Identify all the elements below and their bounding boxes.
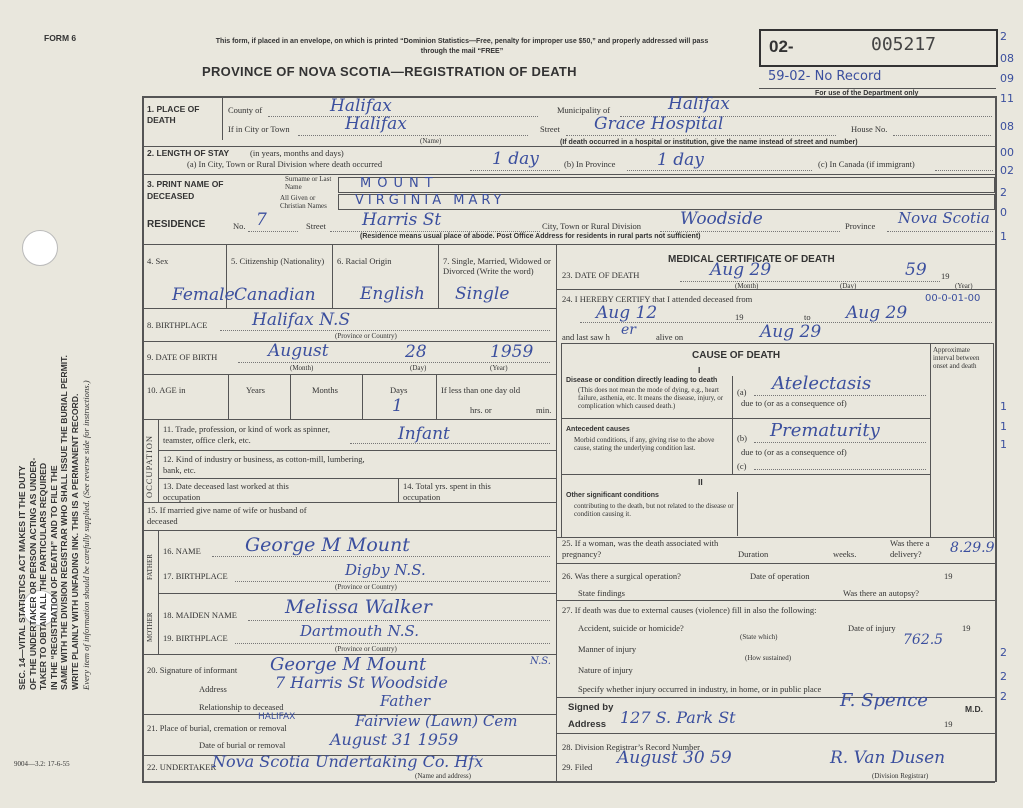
other-conditions-hint: contributing to the death, but not related to the disease or condition causing it. <box>574 502 734 518</box>
reg-number: 005217 <box>871 34 937 55</box>
marital-value: Single <box>455 284 510 304</box>
certify-label: 24. I HEREBY CERTIFY that I attended deceased from <box>562 294 753 304</box>
margin-code-5: 08 <box>1000 120 1014 133</box>
signed-by-value: F. Spence <box>840 690 928 711</box>
margin-code-10: 1 <box>1000 230 1007 243</box>
father-birthplace-value: Digby N.S. <box>345 561 426 579</box>
city-value: Halifax <box>345 114 407 134</box>
from-nineteen: 19 <box>735 312 744 322</box>
racial-value: English <box>360 284 425 304</box>
birthplace-label: 8. BIRTHPLACE <box>147 320 208 330</box>
binder-hole-top <box>22 230 58 266</box>
print-name-label: 3. PRINT NAME OF DECEASED <box>147 179 224 201</box>
side-line-6: WRITE PLAINLY WITH UNFADING INK. THIS IS A PERMANENT RECORD. <box>69 393 80 690</box>
margin-code-9: 0 <box>1000 206 1007 219</box>
autopsy-label: Was there an autopsy? <box>843 588 920 598</box>
age-days-value: 1 <box>392 396 403 416</box>
given-value: VIRGINIA MARY <box>355 193 506 208</box>
length-of-stay-label: 2. LENGTH OF STAY <box>147 148 230 158</box>
cause-b-marker: (b) <box>737 433 747 443</box>
less-than-day-label: If less than one day old <box>441 385 521 395</box>
stay-province-label: (b) In Province <box>564 159 616 169</box>
filed-value: August 30 59 <box>617 748 732 768</box>
registration-box <box>759 29 998 67</box>
cause-of-death-title: CAUSE OF DEATH <box>692 350 781 361</box>
reg-prefix: 02- <box>769 37 794 56</box>
surname-value: MOUNT <box>360 176 439 191</box>
house-no-label: House No. <box>851 124 888 134</box>
given-label: All Given or Christian Names <box>280 194 327 210</box>
residence-city-value: Woodside <box>680 209 763 229</box>
injury-nineteen: 19 <box>962 623 971 633</box>
informant-label: 20. Signature of informant <box>147 665 238 675</box>
occ-12-label: 12. Kind of industry or business, as cotton-mill, lumbering, bank, etc. <box>163 454 365 475</box>
informant-address-label: Address <box>199 684 227 694</box>
margin-code-18: 1 <box>1000 420 1007 433</box>
delivery-value: 8.29.9 <box>950 540 995 556</box>
attended-to-value: Aug 29 <box>846 303 908 323</box>
due-to-a: due to (or as a consequence of) <box>741 398 847 408</box>
dob-month-caption: (Month) <box>290 364 314 372</box>
margin-code-30: 2 <box>1000 646 1007 659</box>
city-name-caption: (Name) <box>420 137 442 145</box>
direct-cause-label: Disease or condition directly leading to death <box>566 377 718 384</box>
cause-b-value: Prematurity <box>770 420 880 441</box>
burial-date-label: Date of burial or removal <box>199 740 286 750</box>
side-instructions <box>17 355 91 690</box>
margin-code-32: 2 <box>1000 690 1007 703</box>
registrar-value: R. Van Dusen <box>830 748 946 768</box>
side-line-1: SEC. 14—VITAL STATISTICS ACT MAKES IT THE DUTY <box>17 465 27 690</box>
dob-day-value: 28 <box>405 342 427 362</box>
occ-11-label: 11. Trade, profession, or kind of work as spinner, teamster, office clerk, etc. <box>163 424 330 445</box>
mother-birthplace-caption: (Province or Country) <box>335 645 397 653</box>
municipality-value: Halifax <box>668 94 730 114</box>
margin-code-19: 1 <box>1000 438 1007 451</box>
informant-value: George M Mount <box>270 654 427 675</box>
occ-13-label: 13. Date deceased last worked at this occupation <box>163 481 289 502</box>
accident-label: Accident, suicide or homicide? <box>578 623 684 633</box>
birthplace-caption: (Province or Country) <box>335 332 397 340</box>
q26-label: 26. Was there a surgical operation? <box>562 571 681 581</box>
dob-year-caption: (Year) <box>490 364 508 372</box>
residence-note: (Residence means usual place of abode. Post Office Address for residents in rural parts not sufficient) <box>360 233 701 240</box>
nature-label: Nature of injury <box>578 665 633 675</box>
birthplace-value: Halifax N.S <box>252 310 351 330</box>
interval-label: Approximate interval between onset and death <box>933 346 980 370</box>
antecedent-label: Antecedent causes <box>566 426 630 433</box>
death-month-caption: (Month) <box>735 282 759 290</box>
margin-code-17: 1 <box>1000 400 1007 413</box>
marital-label: 7. Single, Married, Widowed or Divorced (Write the word) <box>443 256 551 276</box>
married-name-label: 15. If married give name of wife or husband of deceased <box>147 505 307 526</box>
surname-label: Surname or Last Name <box>285 175 332 191</box>
alive-on-value: Aug 29 <box>760 322 822 342</box>
section-I: I <box>698 365 701 375</box>
dob-year-value: 1959 <box>490 342 534 362</box>
margin-code-8: 2 <box>1000 186 1007 199</box>
antecedent-hint: Morbid conditions, if any, giving rise to the above cause, stating the underlying condition last. <box>574 436 715 452</box>
residence-street-value: Harris St <box>362 210 442 230</box>
father-birthplace-caption: (Province or Country) <box>335 583 397 591</box>
burial-date-value: August 31 1959 <box>330 730 459 749</box>
age-years-label: Years <box>246 385 265 395</box>
death-nineteen: 19 <box>941 271 950 281</box>
undertaker-label: 22. UNDERTAKER <box>147 762 217 772</box>
dept-caption: For use of the Department only <box>815 90 919 97</box>
informant-ns: N.S. <box>530 656 551 667</box>
injury-code: 762.5 <box>903 632 944 648</box>
hospital-note: (If death occurred in a hospital or institution, give the name instead of street and number) <box>560 139 858 146</box>
place-of-death-label: 1. PLACE OF DEATH <box>147 104 200 125</box>
duration-label: Duration <box>738 549 769 559</box>
city-label: If in City or Town <box>228 124 290 134</box>
mother-name-value: Melissa Walker <box>285 596 432 618</box>
mother-side-label: MOTHER <box>146 612 154 642</box>
age-days-label: Days <box>390 385 408 395</box>
how-sustained-caption: (How sustained) <box>745 654 792 662</box>
cause-a-value: Atelectasis <box>772 373 872 394</box>
q25-label: 25. If a woman, was the death associated with pregnancy? <box>562 538 719 559</box>
sex-value: Female <box>172 285 235 305</box>
margin-code-31: 2 <box>1000 670 1007 683</box>
length-hint: (in years, months and days) <box>250 148 344 158</box>
residence-province-label: Province <box>845 221 876 231</box>
racial-origin-label: 6. Racial Origin <box>337 256 392 266</box>
margin-code: 00-0-01-00 <box>925 293 981 304</box>
death-year-caption: (Year) <box>955 282 973 290</box>
dob-label: 9. DATE OF BIRTH <box>147 352 218 362</box>
stay-city-label: (a) In City, Town or Rural Division where death occurred <box>187 159 383 169</box>
residence-province-value: Nova Scotia <box>898 209 990 227</box>
relationship-value: Father <box>380 692 431 710</box>
dept-note: 59-02- No Record <box>768 69 882 84</box>
weeks-label: weeks. <box>833 549 857 559</box>
signed-by-label: Signed by <box>568 702 614 713</box>
residence-label: RESIDENCE <box>147 219 206 230</box>
burial-place-label: 21. Place of burial, cremation or removal <box>147 723 287 733</box>
mother-birthplace-value: Dartmouth N.S. <box>300 622 419 640</box>
burial-city-value: HALIFAX <box>258 712 296 722</box>
side-line-7: Every item of information should be carefully supplied. (See reverse side for instructions.) <box>80 380 91 690</box>
date-op-label: Date of operation <box>750 571 810 581</box>
print-code: 9004—3.2: 17-6-55 <box>14 760 70 768</box>
residence-city-label: City, Town or Rural Division <box>542 221 642 231</box>
occupation-value: Infant <box>398 424 450 444</box>
cause-a-marker: (a) <box>737 387 747 397</box>
occ-14-label: 14. Total yrs. spent in this occupation <box>403 481 491 502</box>
registrar-caption: (Division Registrar) <box>872 772 929 780</box>
margin-code-3: 11 <box>1000 92 1014 105</box>
margin-code-0: 2 <box>1000 30 1007 43</box>
q29-label: 29. Filed <box>562 762 593 772</box>
medical-certificate-title: MEDICAL CERTIFICATE OF DEATH <box>668 254 835 265</box>
father-name-label: 16. NAME <box>163 546 201 556</box>
stay-city-value: 1 day <box>492 149 539 169</box>
stay-province-value: 1 day <box>657 150 704 170</box>
findings-label: State findings <box>578 588 625 598</box>
hrs-label: hrs. or <box>470 405 492 415</box>
death-year-value: 59 <box>905 260 927 280</box>
municipality-label: Municipality of <box>557 105 611 115</box>
op-nineteen: 19 <box>944 571 953 581</box>
envelope-notice: This form, if placed in an envelope, on which is printed “Dominion Statistics—Free, penalty for improper use $50,” and properly addressed will pass through the mail “FREE” <box>215 38 709 55</box>
mother-maiden-label: 18. MAIDEN NAME <box>163 610 237 620</box>
county-label: County of <box>228 105 263 115</box>
other-conditions-label: Other significant conditions <box>566 492 659 499</box>
side-line-4: IN THE “REGISTRATION OF DEATH” AND TO FILE THE <box>48 465 59 690</box>
date-of-death-label: 23. DATE OF DEATH <box>562 270 640 280</box>
margin-code-6: 00 <box>1000 146 1014 159</box>
last-saw-label: and last saw h <box>562 332 610 342</box>
side-line-3: TAKER TO OBTAIN ALL THE PARTICULARS REQUIRED <box>38 462 49 690</box>
manner-label: Manner of injury <box>578 644 637 654</box>
dob-day-caption: (Day) <box>410 364 427 372</box>
residence-no-value: 7 <box>256 210 267 230</box>
q28-label: 28. Division Registrar’s Record Number <box>562 742 700 752</box>
direct-cause-hint: (This does not mean the mode of dying, e.g., heart failure, asthenia, etc. It means the disease, injury, or complication which caused death.) <box>578 386 724 410</box>
last-saw-value: er <box>621 322 636 338</box>
margin-code-1: 08 <box>1000 52 1014 65</box>
informant-address-value: 7 Harris St Woodside <box>275 673 448 692</box>
form-title: PROVINCE OF NOVA SCOTIA—REGISTRATION OF DEATH <box>202 64 577 79</box>
specify-label: Specify whether injury occurred in industry, in home, or in public place <box>578 684 822 694</box>
date-injury-label: Date of injury <box>848 623 896 633</box>
margin-code-2: 09 <box>1000 72 1014 85</box>
residence-no-label: No. <box>233 221 246 231</box>
delivery-label: Was there a delivery? <box>890 538 930 559</box>
state-which-caption: (State which) <box>740 633 778 641</box>
side-line-5: SAME WITH THE DIVISION REGISTRAR WHO SHALL ISSUE THE BURIAL PERMIT. <box>59 355 70 690</box>
q27-label: 27. If death was due to external causes (violence) fill in also the following: <box>562 605 817 615</box>
sig-address-value: 127 S. Park St <box>620 708 736 727</box>
county-value: Halifax <box>330 96 392 116</box>
street-label: Street <box>540 124 560 134</box>
age-label: 10. AGE in <box>147 385 186 395</box>
margin-code-7: 02 <box>1000 164 1014 177</box>
citizenship-value: Canadian <box>234 285 316 305</box>
father-name-value: George M Mount <box>245 534 410 556</box>
alive-on-label: alive on <box>656 332 684 342</box>
relationship-label: Relationship to deceased <box>199 702 284 712</box>
md-label: M.D. <box>965 704 983 714</box>
father-birthplace-label: 17. BIRTHPLACE <box>163 571 228 581</box>
sig-address-label: Address <box>568 719 607 730</box>
undertaker-value: Nova Scotia Undertaking Co. Hfx <box>212 752 484 771</box>
father-side-label: FATHER <box>146 554 154 580</box>
attended-from-value: Aug 12 <box>596 303 658 323</box>
undertaker-caption: (Name and address) <box>415 772 471 780</box>
death-month-value: Aug 29 <box>710 260 772 280</box>
burial-place-value: Fairview (Lawn) Cem <box>355 712 518 730</box>
cause-c-marker: (c) <box>737 461 747 471</box>
residence-street-label: Street <box>306 221 326 231</box>
side-line-2: OF THE UNDERTAKER OR PERSON ACTING AS UNDER- <box>27 457 38 690</box>
mother-birthplace-label: 19. BIRTHPLACE <box>163 633 228 643</box>
min-label: min. <box>536 405 552 415</box>
stay-canada-label: (c) In Canada (if immigrant) <box>818 159 915 169</box>
to-label: to <box>804 312 811 322</box>
sig-nineteen: 19 <box>944 719 953 729</box>
death-day-caption: (Day) <box>840 282 857 290</box>
occupation-side-label: OCCUPATION <box>144 434 154 498</box>
section-II: II <box>698 477 703 487</box>
age-months-label: Months <box>312 385 338 395</box>
dob-month-value: August <box>268 341 329 361</box>
sex-label: 4. Sex <box>147 256 169 266</box>
citizenship-label: 5. Citizenship (Nationality) <box>231 256 325 266</box>
due-to-b: due to (or as a consequence of) <box>741 447 847 457</box>
street-value: Grace Hospital <box>594 114 724 134</box>
form-number: FORM 6 <box>44 33 77 43</box>
